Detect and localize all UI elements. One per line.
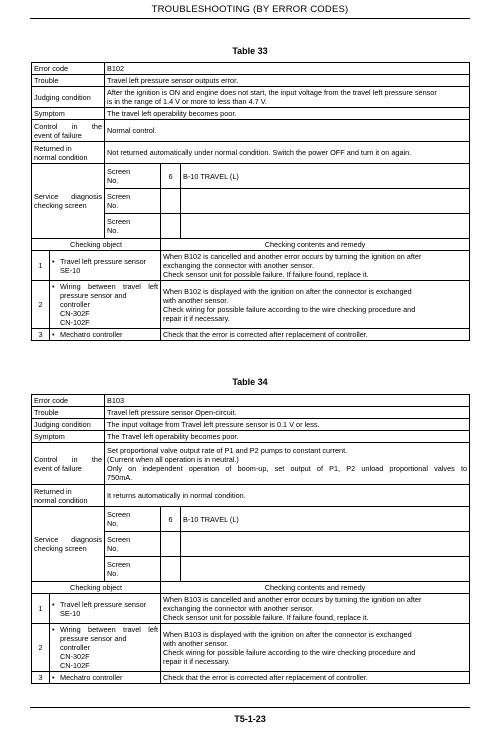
no-label: No. — [107, 519, 119, 528]
screen-label: Screen — [107, 535, 131, 544]
label-error-code: Error code — [32, 395, 105, 407]
screen-no-label — [105, 557, 161, 582]
control-label-line: Control in the — [34, 454, 103, 464]
error-table-b102 — [31, 62, 470, 341]
row-number: 3 — [32, 329, 50, 341]
label-symptom: Symptom — [32, 431, 105, 443]
object-line: CN-102F — [60, 661, 90, 670]
screen-name-empty — [181, 532, 470, 557]
error-table-b103 — [31, 394, 470, 684]
checking-contents-header: Checking contents and remedy — [161, 582, 470, 594]
returned-label-line: normal condition — [34, 152, 88, 162]
row-number: 3 — [32, 672, 50, 684]
remedy-line: When B103 is cancelled and another error occurs by turning the ignition on after — [163, 595, 422, 604]
returned-label-line: Returned in — [34, 486, 72, 496]
error-code-value: B103 — [105, 395, 470, 407]
object-line: SE-10 — [60, 608, 81, 618]
object-line: pressure sensor and controller — [60, 291, 127, 309]
screen-name-empty — [181, 557, 470, 582]
remedy-line: Check wiring for possible failure according to the wire checking procedure and — [163, 647, 416, 657]
judging-line: The input voltage from Travel left pressure sensor is 0.1 V or less. — [107, 420, 320, 429]
label-judging-condition: Judging condition — [32, 419, 105, 431]
service-label-line: Service diagnosis — [34, 535, 103, 544]
control-value — [105, 443, 470, 485]
service-label-line: checking screen — [34, 544, 87, 553]
row-number: 2 — [32, 281, 50, 329]
screen-no-empty — [161, 189, 181, 214]
control-value — [105, 120, 470, 142]
control-line: Set proportional valve output rate of P1 and P2 pumps to constant current. — [107, 445, 348, 455]
trouble-value: Travel left pressure sensor outputs error. — [105, 75, 470, 87]
remedy-line: Check sensor unit for possible failure. If failure found, replace it. — [163, 270, 369, 279]
label-trouble: Trouble — [32, 407, 105, 419]
object-line: SE-10 — [60, 265, 81, 275]
label-judging-condition: Judging condition — [32, 87, 105, 108]
judging-line: After the ignition is ON and engine does not start, the input voltage from the travel left pressure sensor — [107, 88, 437, 97]
screen-name-value: B-10 TRAVEL (L) — [181, 164, 470, 189]
remedy-line: When B102 is cancelled and another error occurs by turning the ignition on after — [163, 252, 422, 261]
screen-label: Screen — [107, 560, 131, 569]
remedy-cell — [161, 251, 470, 281]
remedy-line: When B102 is displayed with the ignition on after the connector is exchanged — [163, 286, 412, 296]
remedy-cell — [161, 624, 470, 672]
object-line: Wiring between travel left — [60, 282, 159, 291]
screen-no-empty — [161, 557, 181, 582]
checking-object-cell: • Wiring between travel left pressure sensor and controller CN-302F CN-102F — [50, 281, 161, 329]
label-service-diagnosis — [32, 164, 105, 239]
screen-name-empty — [181, 189, 470, 214]
screen-no-label — [105, 532, 161, 557]
remedy-line: When B103 is displayed with the ignition on after the connector is exchanged — [163, 629, 412, 639]
object-line: Mechatro controller — [60, 673, 123, 682]
table-title: Table 34 — [232, 377, 268, 387]
screen-label: Screen — [107, 192, 131, 201]
remedy-line: Check sensor unit for possible failure. If failure found, replace it. — [163, 613, 369, 622]
object-line: CN-302F — [60, 309, 90, 318]
screen-no-value: 6 — [161, 164, 181, 189]
control-label-line: event of failure — [34, 130, 82, 140]
control-line: Only on independent operation of boom-up, set output of P1, P2 unload proportional valves to — [107, 463, 468, 473]
checking-object-header: Checking object — [32, 239, 161, 251]
screen-no-empty — [161, 214, 181, 239]
no-label: No. — [107, 176, 119, 185]
object-line: Travel left pressure sensor — [60, 599, 147, 609]
label-returned-in-normal-condition — [32, 485, 105, 507]
symptom-value: The Travel left operability becomes poor. — [105, 431, 470, 443]
control-line: 750mA. — [107, 472, 133, 482]
screen-no-label — [105, 214, 161, 239]
remedy-line: exchanging the connector with another sensor. — [163, 261, 314, 270]
control-label-line: event of failure — [34, 463, 82, 473]
trouble-value: Travel left pressure sensor Open-circuit. — [105, 407, 470, 419]
returned-label-line: normal condition — [34, 495, 88, 505]
label-service-diagnosis — [32, 507, 105, 582]
checking-contents-header: Checking contents and remedy — [161, 239, 470, 251]
remedy-line: exchanging the connector with another sensor. — [163, 604, 314, 613]
object-line: CN-102F — [60, 318, 90, 327]
label-returned-in-normal-condition — [32, 142, 105, 164]
returned-label-line: Returned in — [34, 143, 72, 153]
row-number: 1 — [32, 251, 50, 281]
remedy-line: repair it if necessary. — [163, 313, 230, 323]
no-label: No. — [107, 226, 119, 235]
object-line: Travel left pressure sensor — [60, 256, 147, 266]
control-line: Normal control. — [107, 126, 157, 135]
no-label: No. — [107, 201, 119, 210]
returned-value: It returns automatically in normal condition. — [105, 485, 470, 507]
control-line: (Current when all operation is in neutral.) — [107, 454, 239, 464]
page-header: TROUBLESHOOTING (BY ERROR CODES) — [30, 4, 470, 19]
service-label-line: checking screen — [34, 201, 87, 210]
table-title: Table 33 — [232, 46, 268, 56]
checking-object-cell: • Travel left pressure sensor SE-10 — [50, 251, 161, 281]
screen-name-empty — [181, 214, 470, 239]
label-control-in-event-of-failure — [32, 120, 105, 142]
row-number: 1 — [32, 594, 50, 624]
judging-condition-value — [105, 419, 470, 431]
remedy-cell — [161, 594, 470, 624]
footer-divider — [30, 707, 470, 708]
remedy-cell — [161, 281, 470, 329]
checking-object-header: Checking object — [32, 582, 161, 594]
remedy-cell — [161, 329, 470, 341]
remedy-cell — [161, 672, 470, 684]
object-line: Wiring between travel left — [60, 625, 159, 634]
no-label: No. — [107, 544, 119, 553]
remedy-line: Check that the error is corrected after replacement of controller. — [163, 673, 368, 682]
screen-label: Screen — [107, 510, 131, 519]
service-label-line: Service diagnosis — [34, 192, 103, 201]
error-code-value: B102 — [105, 63, 470, 75]
screen-name-value: B-10 TRAVEL (L) — [181, 507, 470, 532]
row-number: 2 — [32, 624, 50, 672]
no-label: No. — [107, 569, 119, 578]
label-symptom: Symptom — [32, 108, 105, 120]
label-control-in-event-of-failure — [32, 443, 105, 485]
label-error-code: Error code — [32, 63, 105, 75]
screen-no-value: 6 — [161, 507, 181, 532]
checking-object-cell: • Mechatro controller — [50, 672, 161, 684]
symptom-value: The travel left operability becomes poor. — [105, 108, 470, 120]
object-line: CN-302F — [60, 652, 90, 661]
control-label-line: Control in the — [34, 121, 103, 131]
checking-object-cell: • Travel left pressure sensor SE-10 — [50, 594, 161, 624]
judging-condition-value — [105, 87, 470, 108]
remedy-line: Check that the error is corrected after replacement of controller. — [163, 330, 368, 339]
screen-no-empty — [161, 532, 181, 557]
screen-no-label — [105, 164, 161, 189]
object-line: Mechatro controller — [60, 330, 123, 339]
screen-label: Screen — [107, 217, 131, 226]
returned-value: Not returned automatically under normal condition. Switch the power OFF and turn it on again. — [105, 142, 470, 164]
label-trouble: Trouble — [32, 75, 105, 87]
page-number: T5-1-23 — [234, 714, 266, 724]
remedy-line: with another sensor. — [163, 295, 229, 305]
remedy-line: with another sensor. — [163, 638, 229, 648]
remedy-line: repair it if necessary. — [163, 656, 230, 666]
object-line: pressure sensor and controller — [60, 634, 127, 652]
judging-line: is in the range of 1.4 V or more to less than 4.7 V. — [107, 97, 267, 106]
checking-object-cell: • Mechatro controller — [50, 329, 161, 341]
screen-no-label — [105, 507, 161, 532]
screen-label: Screen — [107, 167, 131, 176]
remedy-line: Check wiring for possible failure according to the wire checking procedure and — [163, 304, 416, 314]
screen-no-label — [105, 189, 161, 214]
checking-object-cell: • Wiring between travel left pressure sensor and controller CN-302F CN-102F — [50, 624, 161, 672]
